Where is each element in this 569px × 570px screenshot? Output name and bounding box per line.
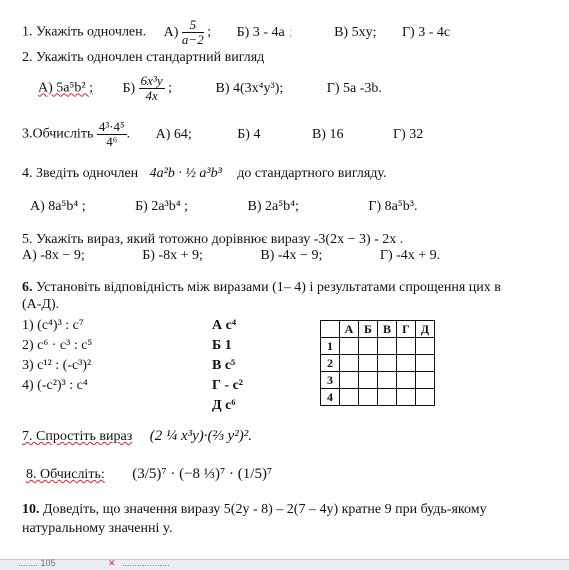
- answer-cell[interactable]: [378, 372, 397, 389]
- q3-option-c: В) 16: [311, 126, 344, 142]
- q1-text: 1. Укажіть одночлен.: [22, 24, 147, 40]
- answer-cell[interactable]: [397, 372, 416, 389]
- table-header-row: [321, 321, 435, 338]
- q1-den: a−2: [181, 32, 204, 47]
- q6-num: 6.: [22, 280, 33, 295]
- q7-line: [22, 428, 252, 445]
- q4-tail: до стандартного вигляду.: [237, 166, 387, 181]
- q10-line: [22, 502, 487, 518]
- q4-option-d: Г) 8a⁵b³.: [368, 199, 418, 214]
- answer-cell[interactable]: [397, 389, 416, 406]
- q4-option-c: В) 2a⁵b⁴;: [247, 199, 299, 214]
- close-icon[interactable]: ✕: [108, 558, 116, 568]
- q2-fraction: [139, 74, 165, 103]
- q6-option-e: Д c⁶: [212, 398, 236, 413]
- q4-line: [22, 166, 387, 182]
- q6-item-2: 2) c⁶ · c³ : c⁵: [22, 338, 93, 353]
- q6-option-d: Г - c²: [212, 378, 243, 393]
- table-row-label: 1: [321, 338, 340, 355]
- q3-option-b: Б) 4: [237, 126, 261, 142]
- q1-option-b: Б) 3 - 4a: [236, 24, 285, 40]
- q4-option-b: Б) 2a³b⁴ ;: [135, 199, 189, 214]
- q6-option-b: Б 1: [212, 338, 232, 353]
- q5-title: 5. Укажіть вираз, який тотожно дорівнює виразу -3(2x − 3) - 2x .: [22, 232, 404, 247]
- q6-text: Установіть відповідність між виразами (1– 4) і результатами спрощення цих в: [36, 280, 501, 295]
- q3-den: 4⁶: [106, 134, 118, 149]
- q2-option-a: А) 5a⁵b² ;: [38, 80, 93, 96]
- q1-sep: ;: [207, 24, 212, 40]
- q6-item-1: 1) (c⁴)³ : c⁷: [22, 318, 84, 333]
- q2-options: [38, 74, 382, 103]
- q6-option-a: А c⁴: [212, 318, 237, 333]
- q8-expr: (3/5)⁷ · (−8 ⅓)⁷ · (1/5)⁷: [132, 466, 273, 482]
- table-header-cell: Г: [397, 321, 416, 338]
- q4-options: [30, 199, 417, 215]
- table-header-cell: Д: [416, 321, 435, 338]
- q1-num: 5: [182, 18, 204, 33]
- q6-title: [22, 280, 501, 296]
- q3-fraction: [97, 120, 127, 149]
- q2-title: 2. Укажіть одночлен стандартний вигляд: [22, 50, 265, 65]
- q1-b-mark: ;: [288, 24, 293, 40]
- q3-num: 4³·4⁵: [98, 119, 125, 134]
- table-row-label: 4: [321, 389, 340, 406]
- q5-option-c: В) -4x − 9;: [260, 248, 323, 263]
- table-row: [321, 389, 435, 406]
- q4-expr: 4a²b · ½ a³b³: [149, 166, 222, 181]
- q6-item-3: 3) c¹² : (-c³)²: [22, 358, 92, 373]
- q6-text2: (А-Д).: [22, 297, 60, 312]
- q6-item-4: 4) (-c²)³ : c⁴: [22, 378, 88, 393]
- q4-option-a: А) 8a⁵b⁴ ;: [30, 199, 86, 214]
- q3-dot: .: [126, 126, 131, 142]
- answer-cell[interactable]: [378, 389, 397, 406]
- answer-cell[interactable]: [416, 355, 435, 372]
- q3-line: [22, 120, 423, 149]
- answer-cell[interactable]: [340, 372, 359, 389]
- q3-option-a: А) 64;: [155, 126, 192, 142]
- table-header-cell: Б: [359, 321, 378, 338]
- q1-option-a: А): [163, 24, 179, 40]
- answer-cell[interactable]: [397, 355, 416, 372]
- answer-cell[interactable]: [340, 355, 359, 372]
- answer-cell[interactable]: [416, 338, 435, 355]
- q7-text: 7. Спростіть вираз: [22, 429, 133, 444]
- table-row: [321, 372, 435, 389]
- answer-cell[interactable]: [416, 372, 435, 389]
- answer-cell[interactable]: [416, 389, 435, 406]
- answer-cell[interactable]: [359, 389, 378, 406]
- q5-option-b: Б) -8x + 9;: [142, 248, 203, 263]
- q2-b-end: ;: [168, 80, 172, 96]
- status-strip: [0, 559, 569, 570]
- answer-cell[interactable]: [340, 338, 359, 355]
- q10-text2: натуральному значенні y.: [22, 521, 173, 536]
- q1-fraction: [182, 18, 204, 47]
- q8-text: 8. Обчисліть:: [26, 467, 105, 482]
- q2-den: 4x: [145, 88, 158, 103]
- answer-cell[interactable]: [359, 355, 378, 372]
- answer-cell[interactable]: [359, 338, 378, 355]
- answer-cell[interactable]: [359, 372, 378, 389]
- table-header-cell: В: [378, 321, 397, 338]
- table-row: [321, 338, 435, 355]
- answer-table: [320, 320, 435, 406]
- q8-line: [26, 466, 272, 483]
- answer-cell[interactable]: [340, 389, 359, 406]
- table-row: [321, 355, 435, 372]
- q5-option-a: А) -8x − 9;: [22, 248, 85, 263]
- q6-option-c: В c⁵: [212, 358, 236, 373]
- table-header-cell: А: [340, 321, 359, 338]
- answer-cell[interactable]: [378, 355, 397, 372]
- q2-option-c: В) 4(3x⁴y³);: [215, 80, 284, 96]
- answer-cell[interactable]: [397, 338, 416, 355]
- status-text-a: ........ 105: [18, 558, 56, 568]
- q1-option-c: В) 5xy;: [334, 24, 377, 40]
- q2-num: 6x³y: [140, 73, 163, 88]
- q4-text: 4. Зведіть одночлен: [22, 166, 139, 181]
- table-header-cell: [321, 321, 340, 338]
- q3-option-d: Г) 32: [392, 126, 424, 142]
- q1-option-d: Г) 3 - 4c: [401, 24, 451, 40]
- table-row-label: 2: [321, 355, 340, 372]
- q10-text: Доведіть, що значення виразу 5(2y - 8) – 2(7 – 4y) кратне 9 при будь-якому: [43, 502, 487, 517]
- q7-expr: (2 ¼ x³y)·(⅔ y²)².: [149, 428, 252, 444]
- table-row-label: 3: [321, 372, 340, 389]
- q2-option-b: Б): [122, 80, 136, 96]
- q2-option-d: Г) 5а -3b.: [326, 80, 382, 96]
- q1-line: [22, 18, 450, 47]
- status-text-b: ...................: [122, 558, 170, 568]
- q5-options: [22, 248, 440, 264]
- q5-option-d: Г) -4x + 9.: [379, 248, 441, 263]
- q10-num: 10.: [22, 502, 40, 517]
- q3-text: 3.Обчисліть: [22, 126, 94, 142]
- answer-cell[interactable]: [378, 338, 397, 355]
